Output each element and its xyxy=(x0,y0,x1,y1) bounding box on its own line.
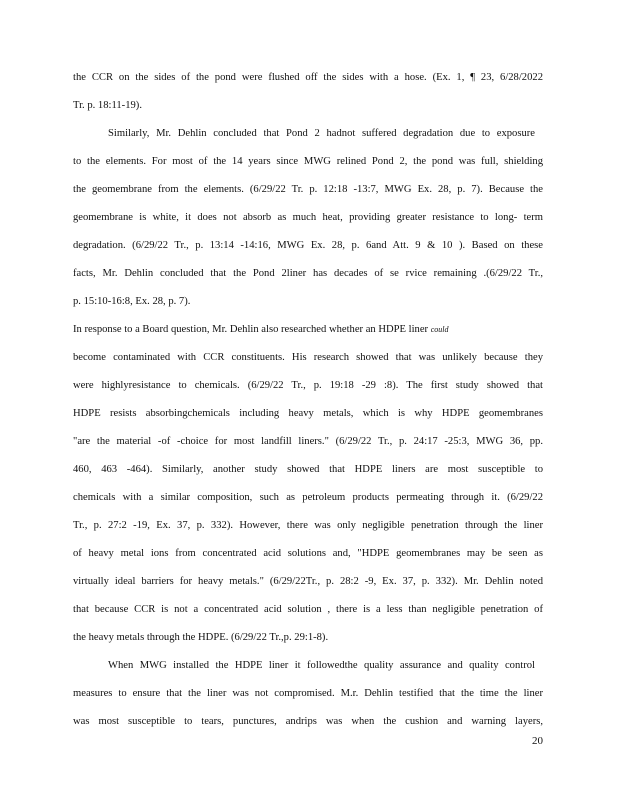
text-line: degradation. (6/29/22 Tr., p. 13:14 -14:16, MWG Ex. 28, p. 6and Att. 9 & 10 ). Based on these xyxy=(73,240,543,251)
text-line: facts, Mr. Dehlin concluded that the Pond 2liner has decades of se rvice remaining .(6/29/22 Tr., xyxy=(73,268,543,279)
text-line: the heavy metals through the HDPE. (6/29/22 Tr.,p. 29:1-8). xyxy=(73,632,329,643)
text-line: virtually ideal barriers for heavy metals." (6/29/22Tr., p. 28:2 -9, Ex. 37, p. 332). Mr. Dehlin noted xyxy=(73,576,543,587)
text-line: p. 15:10-16:8, Ex. 28, p. 7). xyxy=(73,296,191,307)
italic-word: could xyxy=(430,325,449,334)
text-line: were highlyresistance to chemicals. (6/29/22 Tr., p. 19:18 -29 :8). The first study showed that xyxy=(73,380,543,391)
page-number: 20 xyxy=(532,735,543,747)
text-line: "are the material -of -choice for most landfill liners." (6/29/22 Tr., p. 24:17 -25:3, MWG 36, pp. xyxy=(73,436,543,447)
text-line: become contaminated with CCR constituents. His research showed that was unlikely because they xyxy=(73,352,543,363)
text-line: Similarly, Mr. Dehlin concluded that Pond 2 hadnot suffered degradation due to exposure xyxy=(108,128,535,139)
text-line: to the elements. For most of the 14 years since MWG relined Pond 2, the pond was full, shielding xyxy=(73,156,543,167)
text-line: 460, 463 -464). Similarly, another study showed that HDPE liners are most susceptible to xyxy=(73,464,543,475)
text-line: of heavy metal ions from concentrated acid solutions and, "HDPE geomembranes may be seen as xyxy=(73,548,543,559)
text-line: chemicals with a similar composition, such as petroleum products permeating through it. (6/29/22 xyxy=(73,492,543,503)
text-line: that because CCR is not a concentrated acid solution , there is a less than negligible penetration of xyxy=(73,604,543,615)
text-line: measures to ensure that the liner was not compromised. M.r. Dehlin testified that the time the liner xyxy=(73,688,543,699)
text-line: the CCR on the sides of the pond were flushed off the sides with a hose. (Ex. 1, ¶ 23, 6/28/2022 xyxy=(73,72,543,83)
text-line: HDPE resists absorbingchemicals including heavy metals, which is why HDPE geomembranes xyxy=(73,408,543,419)
text-line: When MWG installed the HDPE liner it followedthe quality assurance and quality control xyxy=(108,660,535,671)
text-line: Tr., p. 27:2 -19, Ex. 37, p. 332). However, there was only negligible penetration through the liner xyxy=(73,520,543,531)
text-line: the geomembrane from the elements. (6/29/22 Tr. p. 12:18 -13:7, MWG Ex. 28, p. 7). Because the xyxy=(73,184,543,195)
text-line: Tr. p. 18:11-19). xyxy=(73,100,142,111)
text-line xyxy=(73,323,449,337)
text-line: geomembrane is white, it does not absorb as much heat, providing greater resistance to long- term xyxy=(73,212,543,223)
text-segment: In response to a Board question, Mr. Dehlin also researched whether an HDPE liner xyxy=(73,324,431,335)
text-line: was most susceptible to tears, punctures, andrips was when the cushion and warning layers, xyxy=(73,716,543,727)
